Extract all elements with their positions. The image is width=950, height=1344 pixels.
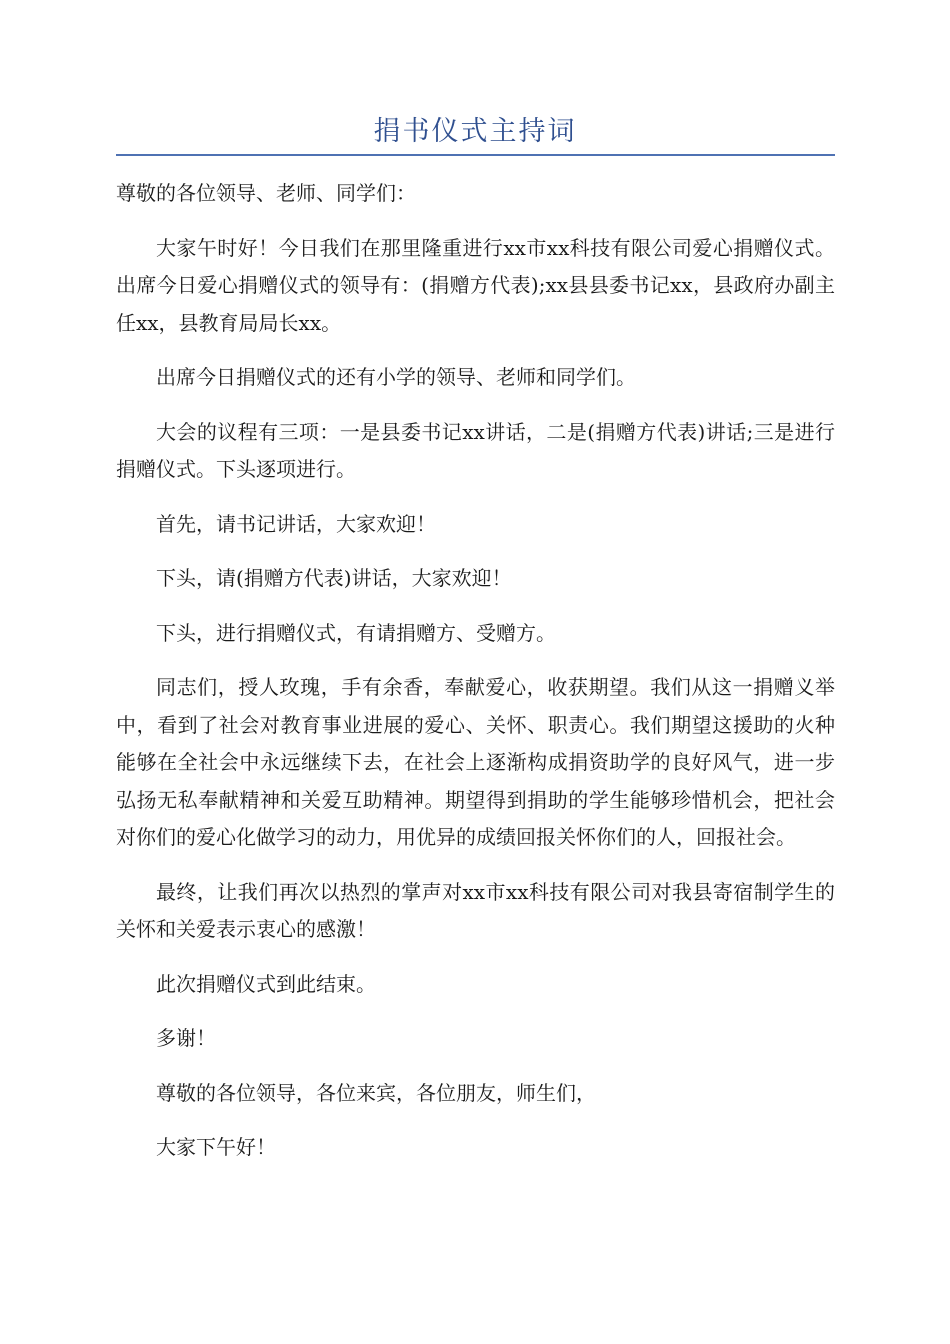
paragraph: 多谢！ [156, 1026, 216, 1050]
paragraph: 尊敬的各位领导，各位来宾，各位朋友，师生们， [156, 1080, 596, 1105]
paragraph: 最终，让我们再次以热烈的掌声对xx市xx科技有限公司对我县寄宿制学生的关怀和关爱表示衷心的感激！ [116, 879, 835, 941]
document-title: 捐书仪式主持词 [373, 116, 577, 147]
paragraph: 大会的议程有三项：一是县委书记xx讲话，二是(捐赠方代表)讲话;三是进行捐赠仪式。下头逐项进行。 [116, 419, 835, 481]
paragraph: 此次捐赠仪式到此结束。 [156, 971, 376, 996]
paragraph: 大家下午好！ [156, 1135, 276, 1159]
paragraph: 大家午时好！今日我们在那里隆重进行xx市xx科技有限公司爱心捐赠仪式。出席今日爱心捐赠仪式的领导有：(捐赠方代表);xx县县委书记xx，县政府办副主任xx，县教育局局长xx。 [116, 235, 835, 335]
document-body [116, 175, 835, 1184]
paragraph: 同志们，授人玫瑰，手有余香，奉献爱心，收获期望。我们从这一捐赠义举中，看到了社会对教育事业进展的爱心、关怀、职责心。我们期望这援助的火种能够在全社会中永远继续下去，在社会上逐渐构成捐资助学的良好风气，进一步弘扬无私奉献精神和关爱互助精神。期望得到捐助的学生能够珍惜机会，把社会对你们的爱心化做学习的动力，用优异的成绩回报关怀你们的人，回报社会。 [116, 675, 835, 849]
title-underline [116, 154, 835, 156]
paragraph-salutation: 尊敬的各位领导、老师、同学们： [116, 181, 416, 205]
paragraph: 下头，进行捐赠仪式，有请捐赠方、受赠方。 [156, 620, 556, 645]
paragraph: 下头，请(捐赠方代表)讲话，大家欢迎！ [156, 566, 512, 590]
paragraph: 首先，请书记讲话，大家欢迎！ [156, 511, 436, 536]
paragraph: 出席今日捐赠仪式的还有小学的领导、老师和同学们。 [156, 365, 636, 389]
